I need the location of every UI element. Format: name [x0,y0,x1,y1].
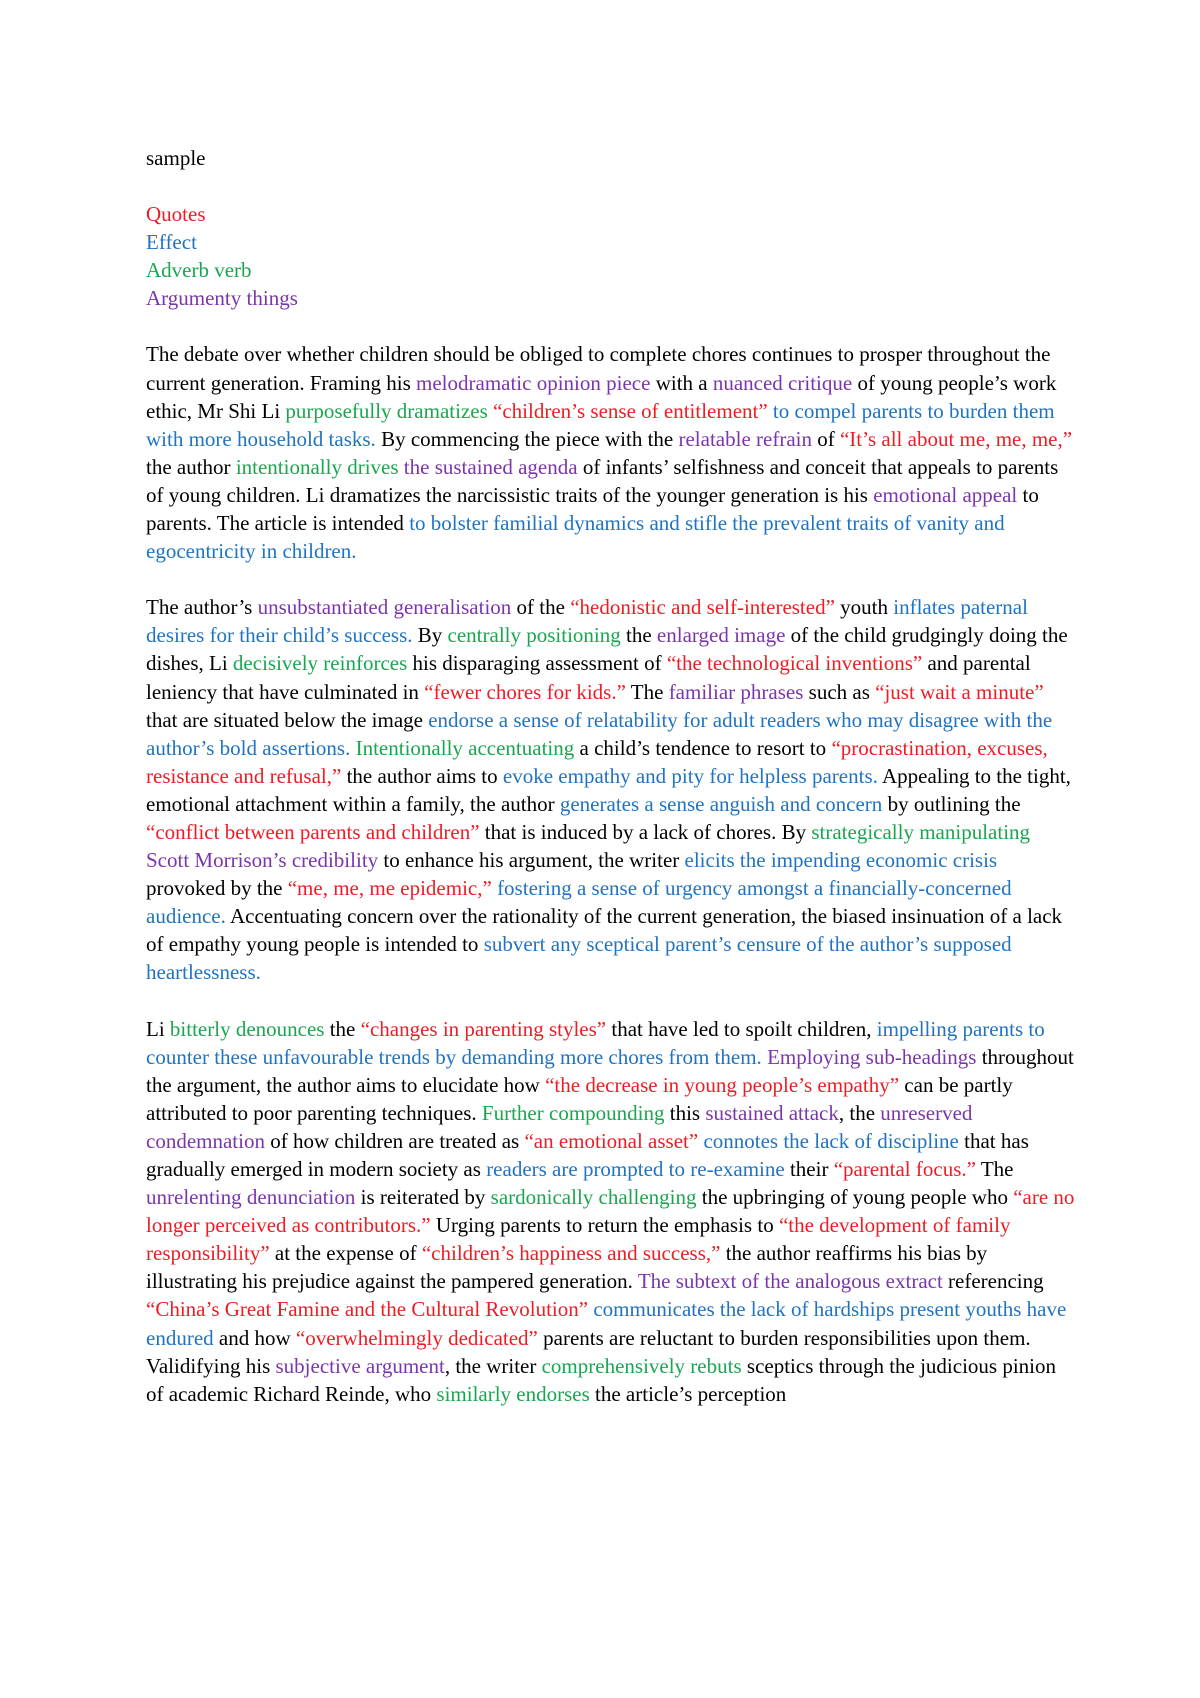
essay-body [146,340,1076,1407]
adverb-verb-span: bitterly denounces [169,1016,325,1041]
argument-span: The subtext of the analogous extract [637,1269,943,1294]
argument-span: relatable refrain [678,426,812,451]
adverb-verb-span: Further compounding [481,1100,665,1125]
argument-span: enlarged image [656,623,786,648]
adverb-verb-span: comprehensively rebuts [541,1353,742,1378]
essay-paragraph: Li bitterly denounces the “changes in parenting styles” that have led to spoilt children, impelling parents to counter these unfavourable trends by demanding more chores from them. Employing sub-headings throughout the argument, the author aims to elucidate how “the decrease in young people’s empathy” can be partly attributed to poor parenting techniques. Further compounding this sustained attack, the unreserved condemnation of how children are treated as “an emotional asset” connotes the lack of discipline that has gradually emerged in modern society as readers are prompted to re-examine their “parental focus.” The unrelenting denunciation is reiterated by sardonically challenging the upbringing of young people who “are no longer perceived as contributors.” Urging parents to return the emphasis to “the development of family responsibility” at the expense of “children’s happiness and success,” the author reaffirms his bias by illustrating his prejudice against the pampered generation. The subtext of the analogous extract referencing “China’s Great Famine and the Cultural Revolution” communicates the lack of hardships present youths have endured and how “overwhelmingly dedicated” parents are reluctant to burden responsibilities upon them. Validifying his subjective argument, the writer comprehensively rebuts sceptics through the judicious pinion of academic Richard Reinde, who similarly endorses the article’s perception [146,1016,1075,1406]
argument-span: emotional appeal [873,482,1018,507]
effect-span: communicates the lack of hardships present youths have endured [146,1297,1067,1350]
quote-span: “parental focus.” [833,1157,976,1181]
quote-span: “an emotional asset” [524,1128,699,1153]
essay-paragraph: The debate over whether children should be obliged to complete chores continues to prosper throughout the current generation. Framing his melodramatic opinion piece with a nuanced critique of young people’s work ethic, Mr Shi Li purposefully dramatizes “children’s sense of entitlement” to compel parents to burden them with more household tasks. By commencing the piece with the relatable refrain of “It’s all about me, me, me,” the author intentionally drives the sustained agenda of infants’ selfishness and conceit that appeals to parents of young children. Li dramatizes the narcissistic traits of the younger generation is his emotional appeal to parents. The article is intended to bolster familial dynamics and stifle the prevalent traits of vanity and egocentricity in children. [146,342,1073,564]
effect-span: subvert any sceptical parent’s censure of the author’s supposed heartlessness. [146,932,1012,985]
legend-item-effect: Effect [146,230,197,255]
quote-span: “are no longer perceived as contributors.” [146,1185,1075,1238]
quote-span: “China’s Great Famine and the Cultural Revolution” [146,1297,589,1322]
argument-span: subjective argument [275,1353,445,1378]
effect-span: to compel parents to burden them with more household tasks. [146,398,1055,451]
adverb-verb-span: similarly endorses [436,1381,590,1406]
legend-item-adverb-verb: Adverb verb [146,258,252,283]
argument-span: Employing sub-headings [767,1044,977,1069]
quote-span: “just wait a minute” [875,679,1044,704]
legend-item-quotes: Quotes [146,202,206,227]
effect-span: evoke empathy and pity for helpless parents. [502,763,878,788]
adverb-verb-span: purposefully dramatizes [285,398,488,423]
argument-span: melodramatic opinion piece [416,370,651,395]
quote-span: “the decrease in young people’s empathy” [545,1072,900,1097]
quote-span: “the technological inventions” [666,651,923,676]
effect-span: connotes the lack of discipline [703,1128,959,1153]
quote-span: “hedonistic and self-interested” [570,595,835,620]
quote-span: “changes in parenting styles” [360,1016,607,1041]
adverb-verb-span: intentionally drives [235,454,399,479]
argument-span: Scott Morrison’s credibility [146,848,379,873]
quote-span: “children’s sense of entitlement” [493,398,768,423]
quote-span: “conflict between parents and children” [146,819,480,844]
adverb-verb-span: Intentionally accentuating [355,735,575,760]
argument-span: sustained attack [705,1100,839,1125]
effect-span: impelling parents to counter these unfavourable trends by demanding more chores from them. [146,1016,1045,1069]
argument-span: unrelenting denunciation [146,1185,356,1210]
quote-span: “procrastination, excuses, resistance and refusal,” [146,735,1048,788]
argument-span: unreserved condemnation [146,1100,973,1153]
adverb-verb-span: strategically manipulating [811,819,1031,844]
effect-span: fostering a sense of urgency amongst a financially-concerned audience. [146,876,1012,929]
document-title: sample [146,146,206,170]
adverb-verb-span: decisively reinforces [232,651,408,676]
effect-span: endorse a sense of relatability for adult readers who may disagree with the author’s bold assertions. [146,707,1053,760]
effect-span: generates a sense anguish and concern [559,791,883,816]
quote-span: “me, me, me epidemic,” [287,876,492,901]
adverb-verb-span: centrally positioning [447,623,621,648]
quote-span: “overwhelmingly dedicated” [295,1325,538,1350]
effect-span: elicits the impending economic crisis [684,848,998,873]
color-legend [146,200,1076,312]
argument-span: the sustained agenda [403,454,578,479]
quote-span: “It’s all about me, me, me,” [839,426,1073,451]
argument-span: familiar phrases [668,679,804,704]
document-page [146,144,1076,1436]
effect-span: inflates paternal desires for their child’s success. [146,595,1028,648]
argument-span: unsubstantiated generalisation [257,595,512,620]
quote-span: “fewer chores for kids.” [424,679,626,704]
adverb-verb-span: sardonically challenging [490,1185,697,1210]
legend-item-argument: Argumenty things [146,286,298,311]
quote-span: “the development of family responsibility” [146,1213,1011,1266]
effect-span: to bolster familial dynamics and stifle the prevalent traits of vanity and egocentricity in children. [146,511,1005,564]
effect-span: readers are prompted to re-examine [486,1157,785,1181]
argument-span: nuanced critique [712,370,853,395]
quote-span: “children’s happiness and success,” [421,1241,721,1266]
essay-paragraph: The author’s unsubstantiated generalisation of the “hedonistic and self-interested” youth inflates paternal desires for their child’s success. By centrally positioning the enlarged image of the child grudgingly doing the dishes, Li decisively reinforces his disparaging assessment of “the technological inventions” and parental leniency that have culminated in “fewer chores for kids.” The familiar phrases such as “just wait a minute” that are situated below the image endorse a sense of relatability for adult readers who may disagree with the author’s bold assertions. Intentionally accentuating a child’s tendence to resort to “procrastination, excuses, resistance and refusal,” the author aims to evoke empathy and pity for helpless parents. Appealing to the tight, emotional attachment within a family, the author generates a sense anguish and concern by outlining the “conflict between parents and children” that is induced by a lack of chores. By strategically manipulating Scott Morrison’s credibility to enhance his argument, the writer elicits the impending economic crisis provoked by the “me, me, me epidemic,” fostering a sense of urgency amongst a financially-concerned audience. Accentuating concern over the rationality of the current generation, the biased insinuation of a lack of empathy young people is intended to subvert any sceptical parent’s censure of the author’s supposed heartlessness. [146,595,1071,985]
